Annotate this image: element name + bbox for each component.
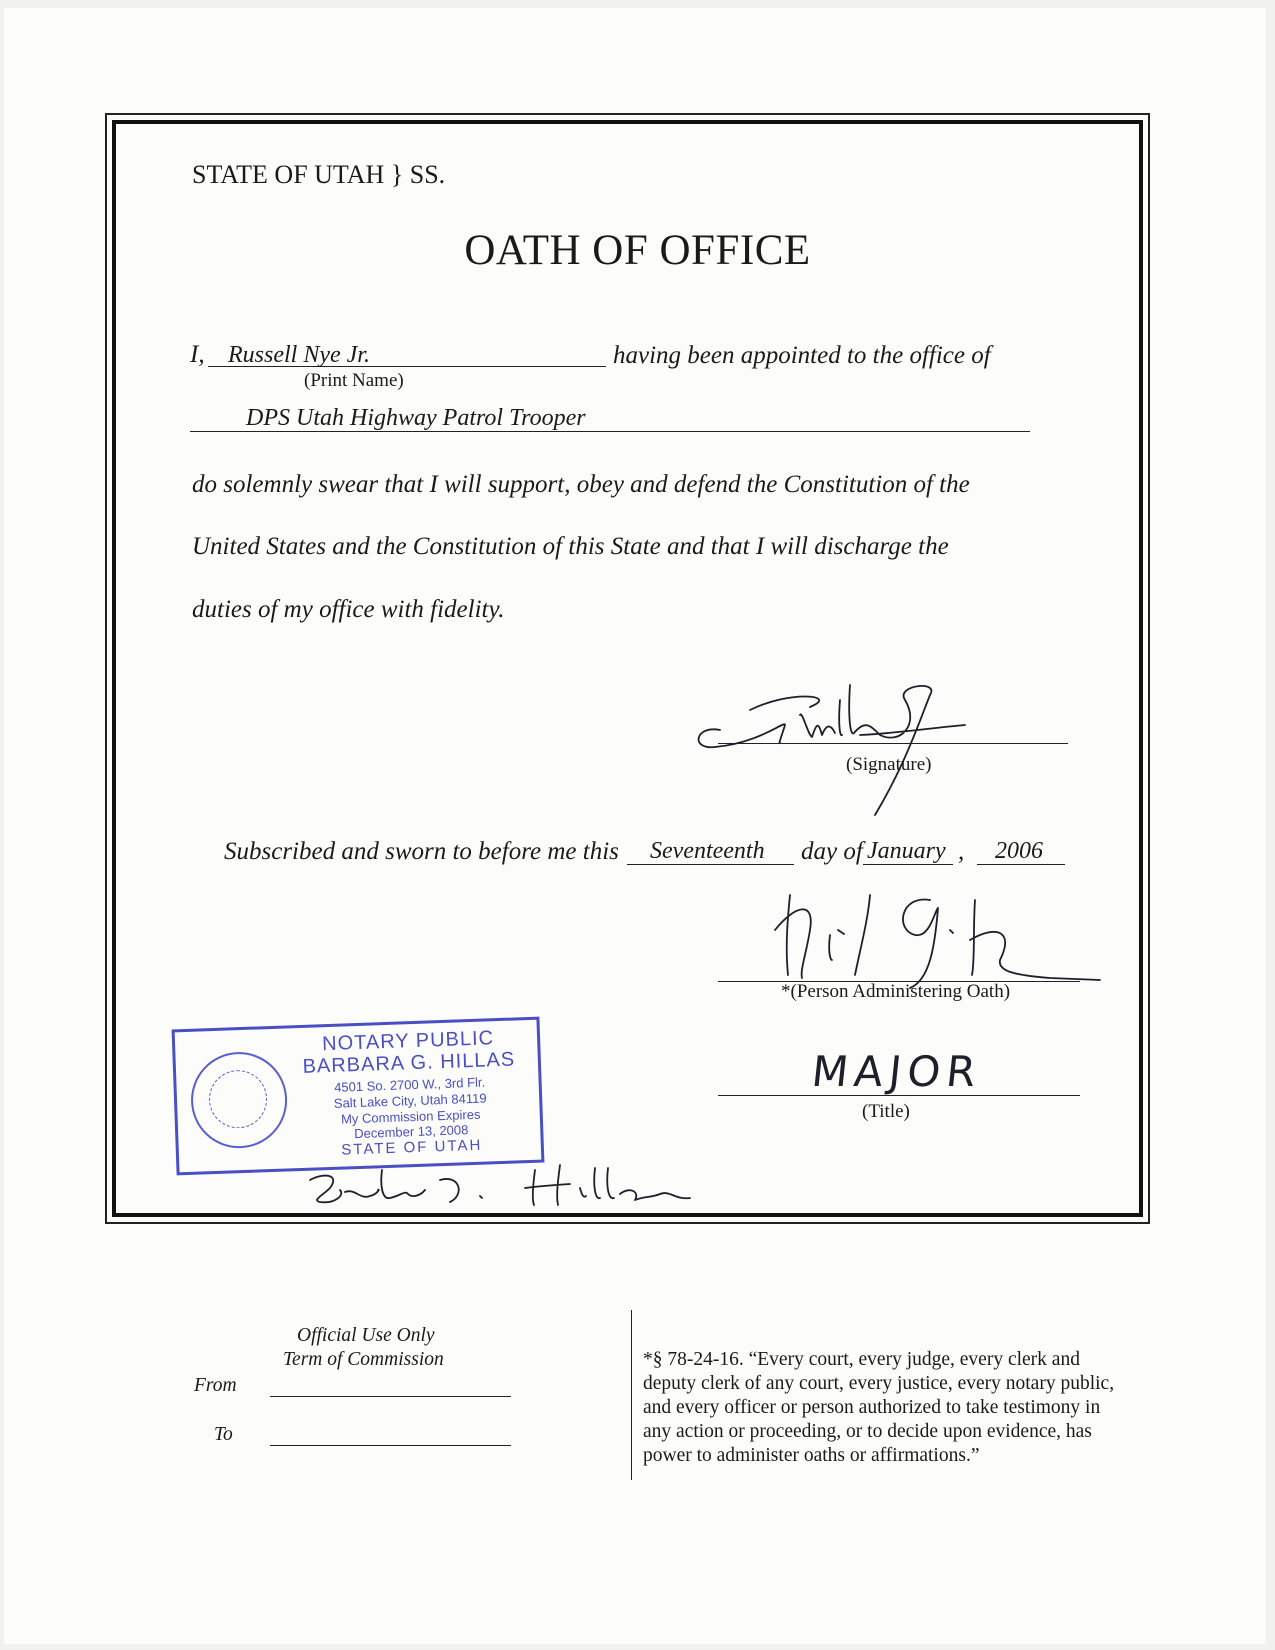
stamp-line-2: BARBARA G. HILLAS <box>302 1048 516 1078</box>
signature-label: (Signature) <box>846 754 932 775</box>
stamp-line-6: December 13, 2008 <box>353 1122 469 1142</box>
date-comma: , <box>958 838 965 865</box>
state-heading: STATE OF UTAH } SS. <box>192 160 446 189</box>
document-title: OATH OF OFFICE <box>464 227 811 274</box>
statute-citation: *§ 78-24-16. “Every court, every judge, every clerk and deputy clerk of any court, every justice, every notary public, and every officer or person authorized to take testimony in any action or proceeding, or to decide upon evidence, has power to administer oaths or affirmations.” <box>643 1349 1115 1466</box>
sworn-day: Seventeenth <box>650 838 765 864</box>
from-label: From <box>194 1375 237 1396</box>
stamp-line-5: My Commission Expires <box>340 1106 481 1127</box>
stamp-line-1: NOTARY PUBLIC <box>321 1027 495 1056</box>
state-seal-icon <box>189 1051 288 1150</box>
administrator-label: *(Person Administering Oath) <box>781 981 1011 1002</box>
sworn-year: 2006 <box>995 838 1043 864</box>
oath-line-2: United States and the Constitution of this State and that I will discharge the <box>192 533 949 560</box>
oath-line-3: duties of my office with fidelity. <box>192 596 505 623</box>
administrator-signature <box>770 890 1110 990</box>
stamp-line-4: Salt Lake City, Utah 84119 <box>333 1090 487 1111</box>
from-field <box>270 1396 511 1397</box>
to-label: To <box>214 1424 233 1445</box>
term-heading: Term of Commission <box>283 1349 444 1370</box>
title-label: (Title) <box>862 1101 910 1122</box>
office-title: DPS Utah Highway Patrol Trooper <box>246 405 586 431</box>
printed-name: Russell Nye Jr. <box>228 342 370 368</box>
notary-stamp <box>172 1017 545 1176</box>
print-name-label: (Print Name) <box>304 370 404 391</box>
official-use-heading: Official Use Only <box>297 1325 435 1346</box>
stamp-line-3: 4501 So. 2700 W., 3rd Flr. <box>333 1074 486 1095</box>
footer-divider <box>631 1310 632 1480</box>
day-of-text: day of <box>801 838 863 865</box>
administrator-title: MAJOR <box>809 1047 985 1096</box>
oath-prefix: I, <box>190 341 205 368</box>
sworn-month: January <box>867 838 946 864</box>
notary-signature <box>300 1160 720 1220</box>
stamp-line-7: STATE OF UTAH <box>341 1136 483 1159</box>
trooper-signature <box>690 665 1010 825</box>
appointed-text: having been appointed to the office of <box>613 342 991 369</box>
to-field <box>270 1445 511 1446</box>
oath-line-1: do solemnly swear that I will support, obey and defend the Constitution of the <box>192 471 970 498</box>
sworn-prefix: Subscribed and sworn to before me this <box>224 838 619 865</box>
